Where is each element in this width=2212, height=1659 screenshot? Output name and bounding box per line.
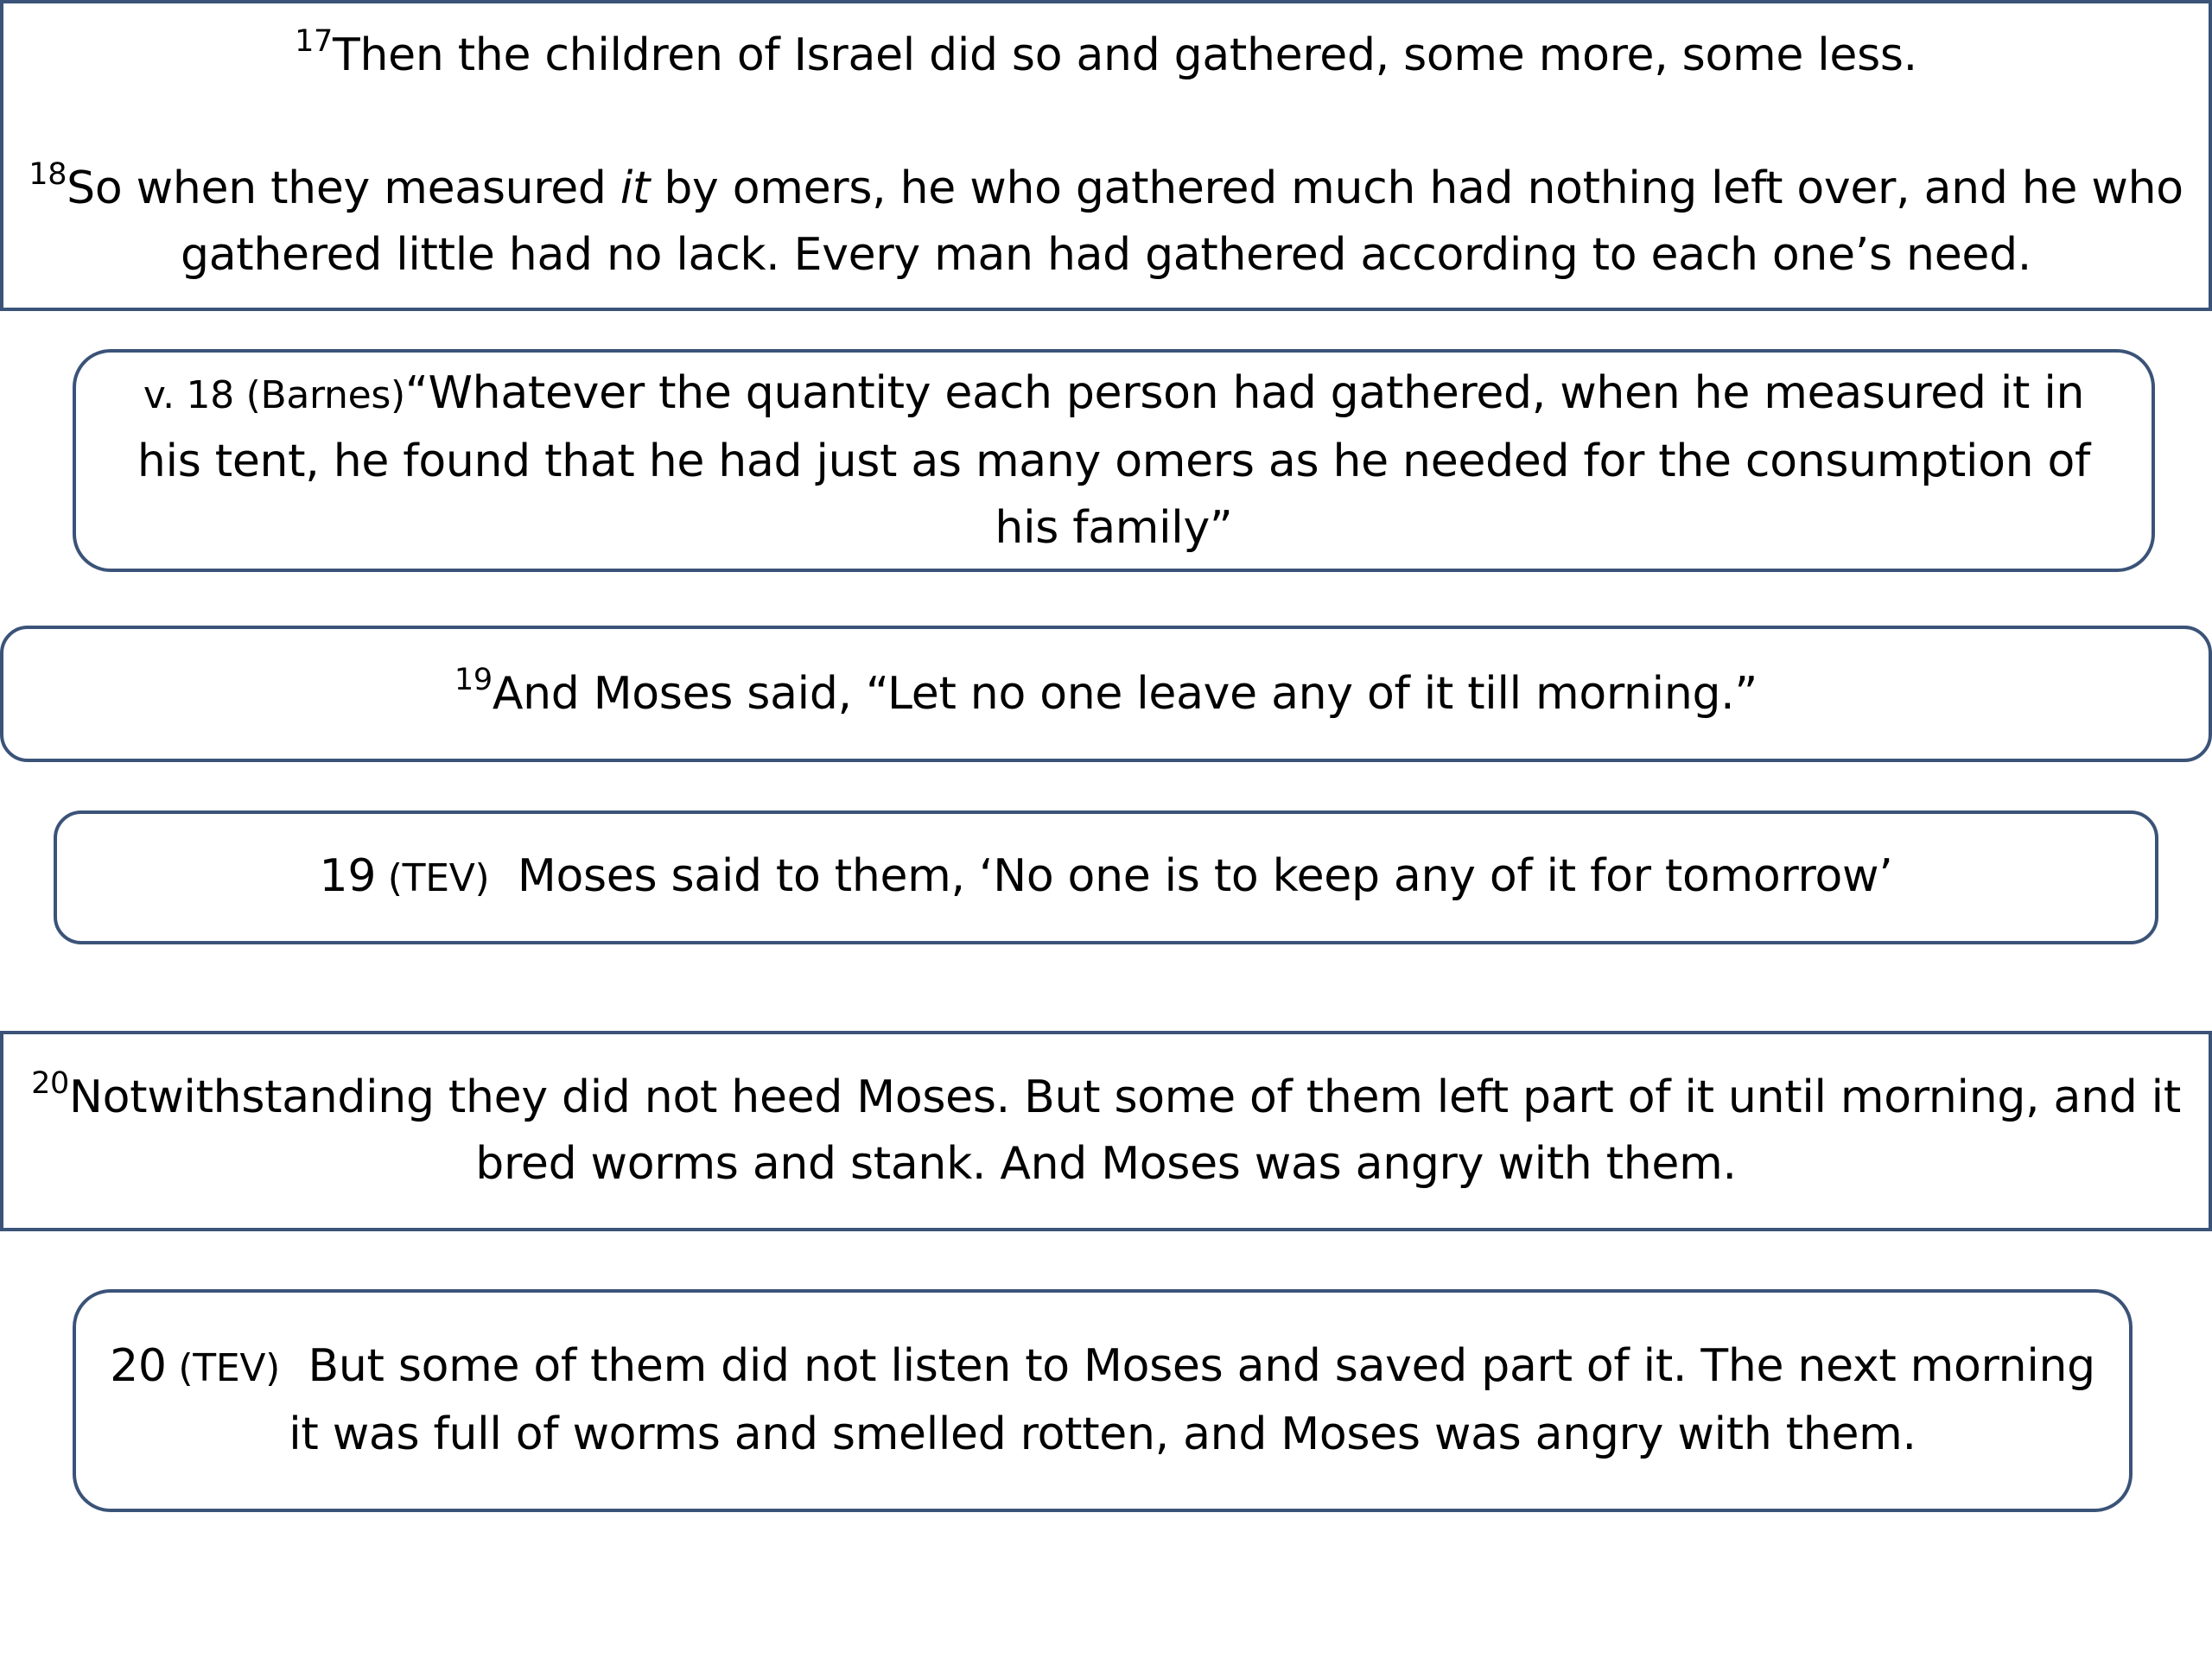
barnes-reference: v. 18 (Barnes) — [143, 372, 405, 417]
verse-18-text-pre: So when they measured — [67, 162, 620, 214]
tev-19-number: 19 — [319, 850, 377, 902]
barnes-quote: “Whatever the quantity each person had gathered, when he measured it in his tent, he found that he had just as many omers as he needed for the consumption of his family” — [137, 366, 2091, 554]
tev-19 — [320, 843, 1893, 912]
verse-18-number: 18 — [29, 157, 67, 192]
verse-19-box — [0, 626, 2212, 762]
barnes-commentary-box — [73, 349, 2155, 572]
verse-20-number: 20 — [31, 1066, 69, 1101]
tev-19-text: Moses said to them, ‘No one is to keep any of it for tomorrow’ — [489, 850, 1893, 902]
verse-17-text: Then the children of Israel did so and gathered, some more, some less. — [333, 29, 1917, 81]
tev-19-reference: (TEV) — [376, 856, 490, 900]
barnes-commentary — [137, 360, 2091, 562]
verse-17-18-text — [21, 22, 2191, 289]
tev-20 — [102, 1333, 2110, 1468]
tev-19-box — [54, 810, 2158, 944]
verse-18-text-post: by omers, he who gathered much had nothing left over, and he who gathered little had no lack. Every man had gathered according to each one’s need. — [180, 162, 2183, 281]
tev-20-number: 20 — [110, 1340, 167, 1392]
verse-18-text-italic: it — [620, 162, 651, 214]
verse-17-18-box — [0, 0, 2212, 311]
verse-19 — [454, 661, 1758, 728]
verse-20-text: Notwithstanding they did not heed Moses. But some of them left part of it until morning, and it bred worms and stank. And Moses was angry with them. — [69, 1071, 2181, 1190]
tev-20-reference: (TEV) — [166, 1346, 281, 1390]
verse-20-box — [0, 1031, 2212, 1231]
verse-17-number: 17 — [295, 24, 334, 59]
tev-20-text: But some of them did not listen to Moses and saved part of it. The next morning it was full of worms and smelled rotten, and Moses was angry with them. — [280, 1340, 2110, 1460]
verse-19-text: And Moses said, “Let no one leave any of it till morning.” — [492, 667, 1758, 720]
tev-20-box — [73, 1289, 2133, 1512]
paragraph-gap — [21, 89, 2191, 156]
verse-19-number: 19 — [454, 662, 493, 697]
verse-20 — [21, 1065, 2191, 1198]
